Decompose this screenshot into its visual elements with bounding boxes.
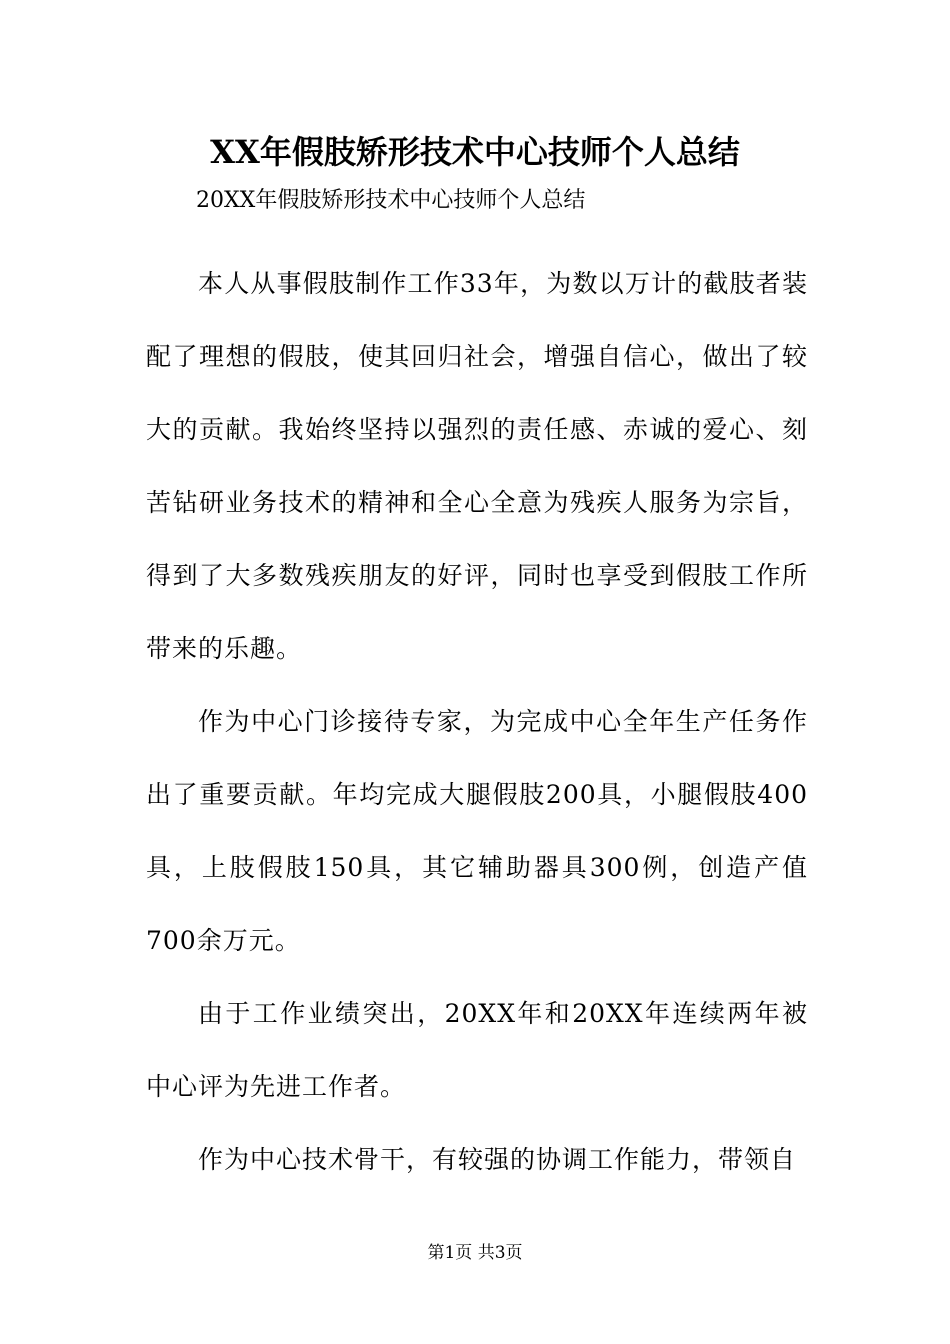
document-body — [146, 247, 808, 1196]
paragraph: 由于工作业绩突出，20XX年和20XX年连续两年被中心评为先进工作者。 — [146, 999, 808, 1101]
page-number-footer: 第1页 共3页 — [427, 1243, 523, 1263]
paragraph: 本人从事假肢制作工作33年，为数以万计的截肢者装配了理想的假肢，使其回归社会，增强自信心，做出了较大的贡献。我始终坚持以强烈的责任感、赤诚的爱心、刻苦钻研业务技术的精神和全心全意为残疾人服务为宗旨，得到了大多数残疾朋友的好评，同时也享受到假肢工作所带来的乐趣。 — [146, 269, 808, 663]
document-subtitle: 20XX年假肢矫形技术中心技师个人总结 — [196, 188, 586, 213]
paragraph: 作为中心技术骨干，有较强的协调工作能力，带领自 — [198, 1145, 797, 1174]
paragraph: 作为中心门诊接待专家，为完成中心全年生产任务作出了重要贡献。年均完成大腿假肢200具，小腿假肢400具，上肢假肢150具，其它辅助器具300例，创造产值700余万元。 — [146, 707, 808, 955]
document-title: XX年假肢矫形技术中心技师个人总结 — [210, 133, 740, 171]
